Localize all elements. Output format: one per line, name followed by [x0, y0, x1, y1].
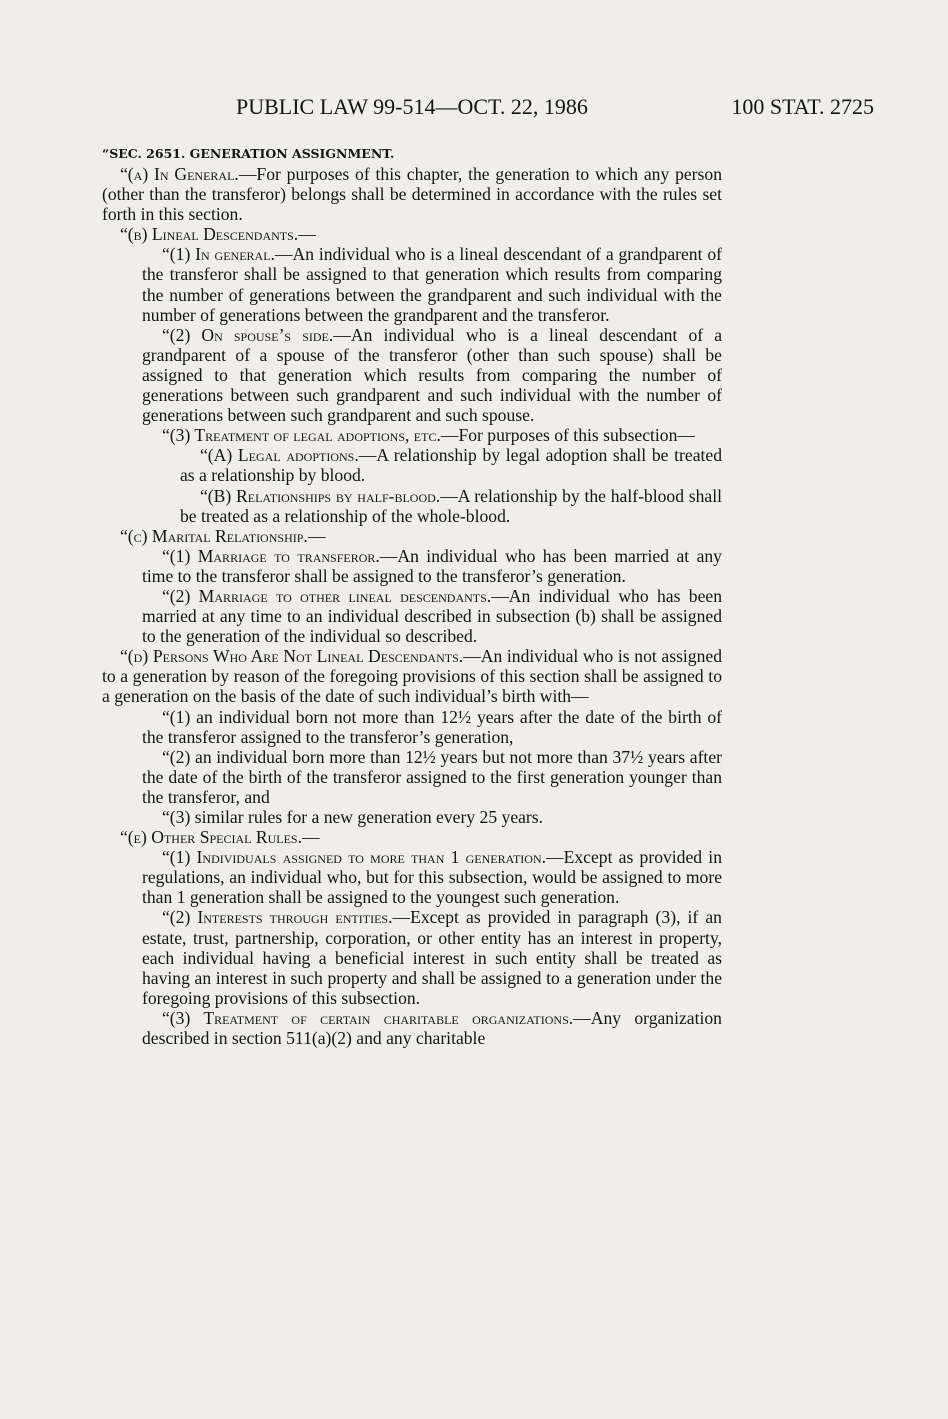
paragraph-lead: “(1) Individuals assigned to more than 1 generation. — [162, 847, 547, 868]
paragraph-text: —An individual who is a lineal descendant of a grandparent of the transferor shall be assigned to that generation which results from comparing the number of generations between the grandparent and such individual with the number of generations between the grandparent and the transferor. — [142, 244, 722, 325]
paragraph-lead: “(a) In General. — [120, 164, 239, 184]
paragraph-e1-multiple-generations — [102, 847, 722, 907]
paragraph-lead: “(1) In general. — [162, 244, 275, 265]
paragraph-lead: “(2) Marriage to other lineal descendants. — [162, 585, 492, 606]
paragraph-text: —A relationship by the half-blood shall be treated as a relationship of the whole-blood. — [180, 485, 722, 526]
paragraph-b1-in-general — [102, 244, 722, 324]
paragraph-text: — — [307, 525, 326, 546]
paragraph-c-marital-relationship — [102, 526, 722, 546]
section-heading: “SEC. 2651. GENERATION ASSIGNMENT. — [102, 146, 395, 161]
paragraph-lead: “(A) Legal adoptions. — [200, 445, 359, 466]
paragraph-lead: “(d) Persons Who Are Not Lineal Descendants. — [120, 646, 464, 667]
paragraph-lead: “(b) Lineal Descendants. — [120, 224, 299, 245]
paragraph-a-in-general — [102, 164, 722, 224]
paragraph-lead: “(c) Marital Relationship. — [120, 525, 308, 546]
paragraph-d3 — [102, 807, 722, 827]
paragraph-text: —A relationship by legal adoption shall be treated as a relationship by blood. — [180, 445, 722, 486]
paragraph-b-lineal-descendants — [102, 224, 722, 244]
paragraph-text: “(2) an individual born more than 12½ years but not more than 37½ years after the date of the birth of the transferor assigned to the first generation younger than the transferor, and — [142, 746, 722, 807]
paragraph-e2-interests-through-entities — [102, 907, 722, 1007]
paragraph-text: —Any organization described in section 511(a)(2) and any charitable — [142, 1007, 722, 1049]
paragraph-text: —An individual who has been married at any time to an individual described in subsection (b) shall be assigned to the generation of the individual so described. — [142, 585, 722, 647]
paragraph-text: —An individual who is a lineal descendant of a grandparent of a spouse of the transferor (other than such spouse) shall be assigned to that generation which results from comparing the number of generations between such grandparent and such individual with the number of generations between such grandparent and such spouse. — [142, 324, 722, 426]
paragraph-text: —For purposes of this chapter, the generation to which any person (other than the transferor) belongs shall be determined in accordance with the rules set forth in this section. — [102, 164, 722, 225]
paragraph-lead: “(3) Treatment of legal adoptions, etc. — [162, 425, 441, 446]
paragraph-text: “(1) an individual born not more than 12½ years after the date of the birth of the transferor assigned to the transferor’s generation, — [142, 706, 722, 747]
paragraph-lead: “(2) Interests through entities. — [162, 907, 393, 928]
paragraph-b3a-adoptions — [102, 445, 722, 485]
paragraph-c1-marriage-to-transferor — [102, 546, 722, 586]
paragraph-text: —Except as provided in regulations, an individual who, but for this subsection, would be assigned to more than 1 generation shall be assigned to the youngest such generation. — [142, 847, 722, 908]
paragraph-lead: “(e) Other Special Rules. — [120, 827, 303, 848]
document-body — [102, 144, 722, 1048]
page-title: PUBLIC LAW 99-514—OCT. 22, 1986 — [236, 94, 588, 119]
paragraph-lead: “(B) Relationships by half-blood. — [200, 485, 441, 506]
page-header — [236, 94, 874, 124]
paragraph-text: —Except as provided in paragraph (3), if an estate, trust, partnership, corporation, or other entity has an interest in property, each individual having a beneficial interest in such entity shall be treated as having an interest in such property and shall be assigned to a generation under the foregoing provisions of this subsection. — [142, 907, 722, 1008]
paragraph-text: — — [298, 224, 316, 245]
paragraph-d-non-lineal — [102, 646, 722, 706]
paragraph-text: —An individual who is not assigned to a generation by reason of the foregoing provisions of this section shall be assigned to a generation on the basis of the date of such individual’s birth with— — [102, 646, 722, 707]
paragraph-d1 — [102, 707, 722, 747]
paragraph-e3-charitable-organizations — [102, 1008, 722, 1048]
paragraph-b2-spouses-side — [102, 325, 722, 425]
paragraph-text: —For purposes of this subsection— — [440, 425, 695, 446]
paragraph-text: “(3) similar rules for a new generation every 25 years. — [162, 807, 544, 827]
paragraph-c2-other-descendants — [102, 586, 722, 646]
statute-citation: 100 STAT. 2725 — [731, 94, 874, 119]
paragraph-lead: “(3) Treatment of certain charitable organizations. — [162, 1007, 574, 1028]
paragraph-lead: “(2) On spouse’s side. — [162, 324, 334, 345]
paragraph-text: — — [302, 827, 320, 848]
paragraph-b3b-half-blood — [102, 486, 722, 526]
paragraph-e-special-rules — [102, 827, 722, 847]
paragraph-d2 — [102, 747, 722, 807]
paragraph-text: —An individual who has been married at any time to the transferor shall be assigned to the transferor’s generation. — [142, 545, 722, 586]
paragraph-b3-legal-adoptions — [102, 425, 722, 445]
paragraph-lead: “(1) Marriage to transferor. — [162, 545, 380, 566]
